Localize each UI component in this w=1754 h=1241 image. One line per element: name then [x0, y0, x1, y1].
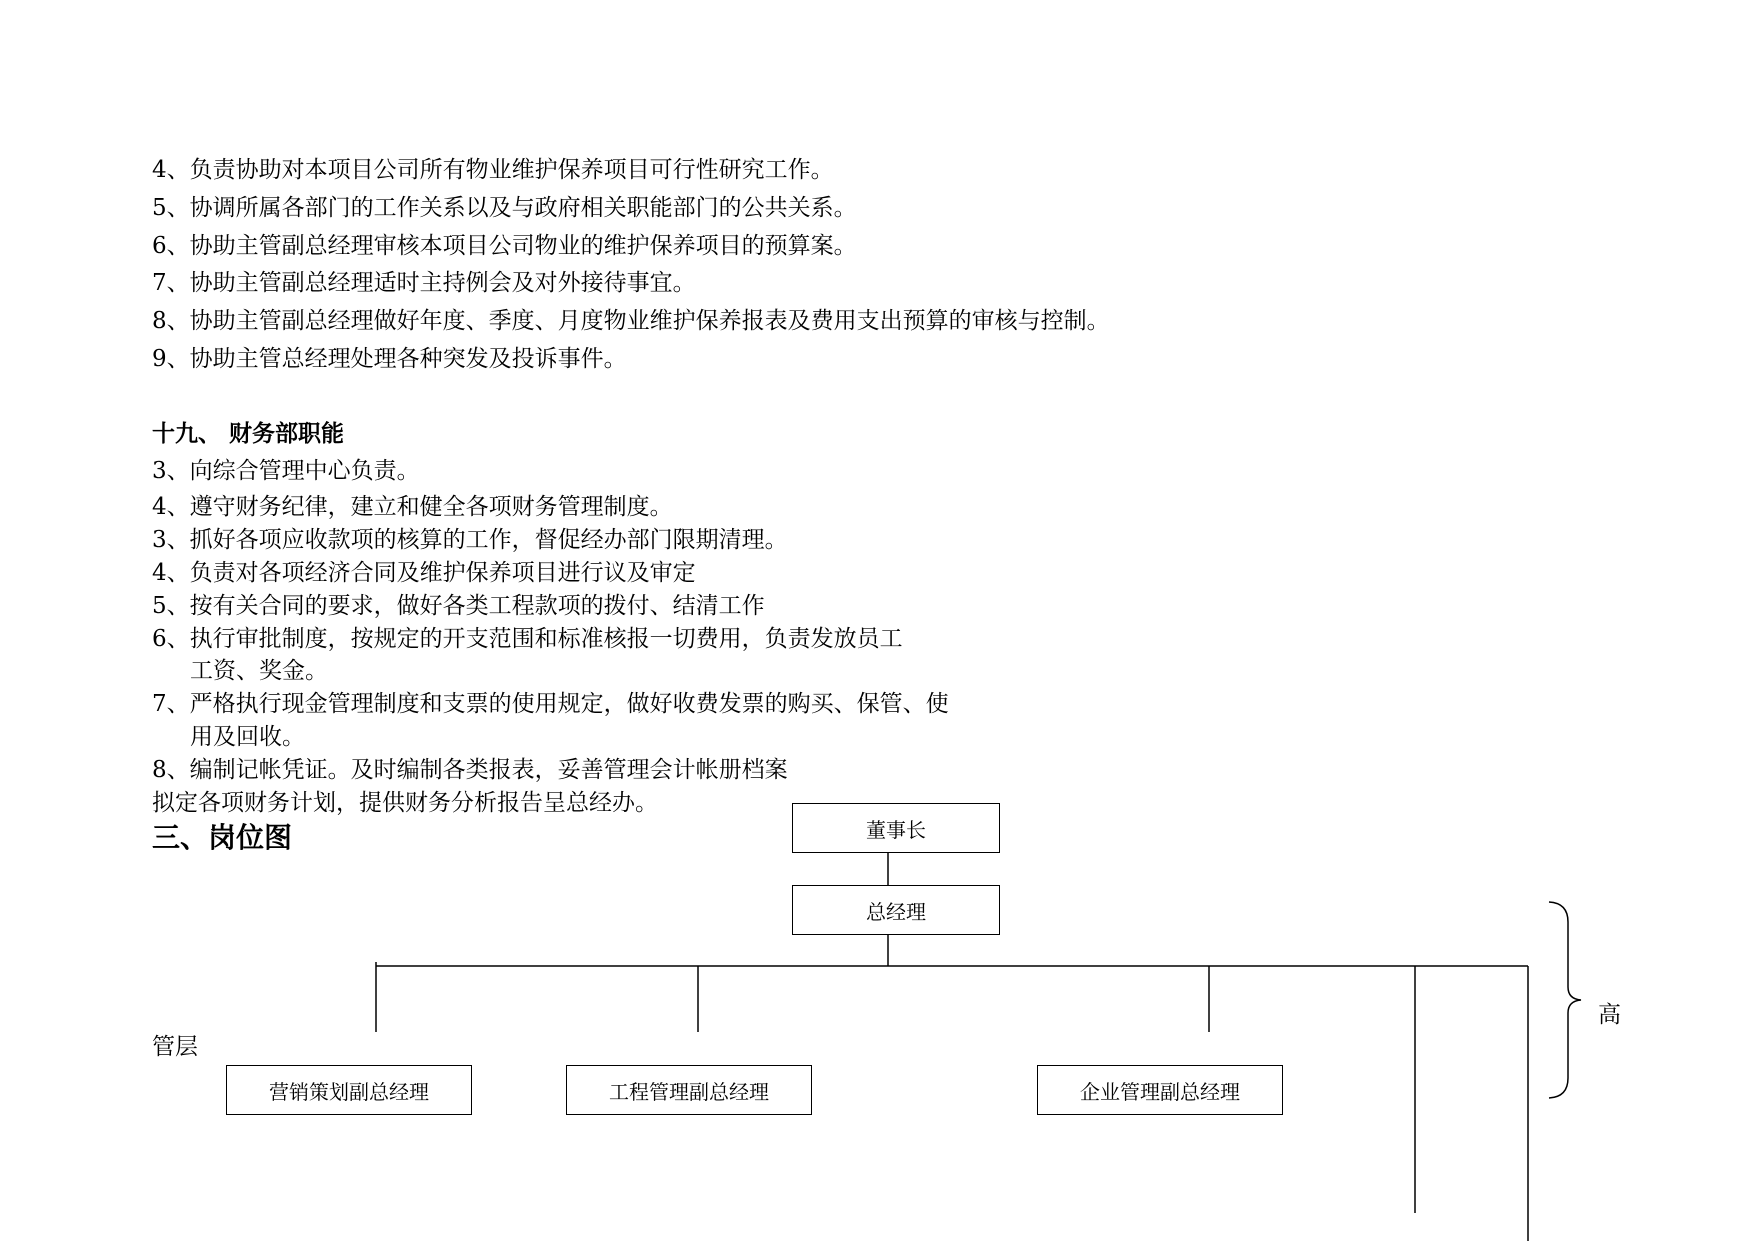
- org-chart-left-label: 管层: [152, 1034, 198, 1060]
- finance-section-heading: 十九、 财务部职能: [152, 421, 345, 447]
- finance-line: 3、抓好各项应收款项的核算的工作，督促经办部门限期清理。: [152, 527, 788, 553]
- org-chart-heading: 三、岗位图: [152, 821, 293, 854]
- finance-line: 6、执行审批制度，按规定的开支范围和标准核报一切费用，负责发放员工: [152, 626, 903, 652]
- org-box-label: 企业管理副总经理: [1080, 1079, 1240, 1104]
- finance-line: 拟定各项财务计划，提供财务分析报告呈总经办。: [152, 790, 658, 816]
- duty-line-8: 8、协助主管副总经理做好年度、季度、月度物业维护保养报表及费用支出预算的审核与控制。: [152, 308, 1110, 334]
- finance-line: 4、遵守财务纪律，建立和健全各项财务管理制度。: [152, 494, 673, 520]
- org-box-general-manager: [792, 885, 1000, 935]
- duty-line-9: 9、协助主管总经理处理各种突发及投诉事件。: [152, 346, 627, 372]
- finance-line: 8、编制记帐凭证。及时编制各类报表，妥善管理会计帐册档案: [152, 757, 788, 783]
- duty-line-6: 6、协助主管副总经理审核本项目公司物业的维护保养项目的预算案。: [152, 233, 857, 259]
- org-box-chairman: [792, 803, 1000, 853]
- duty-line-4: 4、负责协助对本项目公司所有物业维护保养项目可行性研究工作。: [152, 157, 834, 183]
- org-box-label: 工程管理副总经理: [609, 1079, 769, 1104]
- org-box-label: 董事长: [866, 817, 926, 842]
- org-chart-right-label: 高: [1598, 1002, 1621, 1028]
- org-box-label: 总经理: [866, 899, 926, 924]
- finance-line-continuation: 工资、奖金。: [190, 658, 328, 684]
- finance-line: 4、负责对各项经济合同及维护保养项目进行议及审定: [152, 560, 696, 586]
- org-box-engineering-vp: [566, 1065, 812, 1115]
- duty-line-7: 7、协助主管副总经理适时主持例会及对外接待事宜。: [152, 270, 696, 296]
- duty-line-5: 5、协调所属各部门的工作关系以及与政府相关职能部门的公共关系。: [152, 195, 857, 221]
- brace-icon: [1549, 902, 1581, 1098]
- finance-line: 3、向综合管理中心负责。: [152, 458, 420, 484]
- org-box-enterprise-vp: [1037, 1065, 1283, 1115]
- finance-line: 5、按有关合同的要求，做好各类工程款项的拨付、结清工作: [152, 593, 765, 619]
- org-box-label: 营销策划副总经理: [269, 1079, 429, 1104]
- org-box-marketing-vp: [226, 1065, 472, 1115]
- finance-line: 7、严格执行现金管理制度和支票的使用规定，做好收费发票的购买、保管、使: [152, 691, 949, 717]
- finance-line-continuation: 用及回收。: [190, 724, 305, 750]
